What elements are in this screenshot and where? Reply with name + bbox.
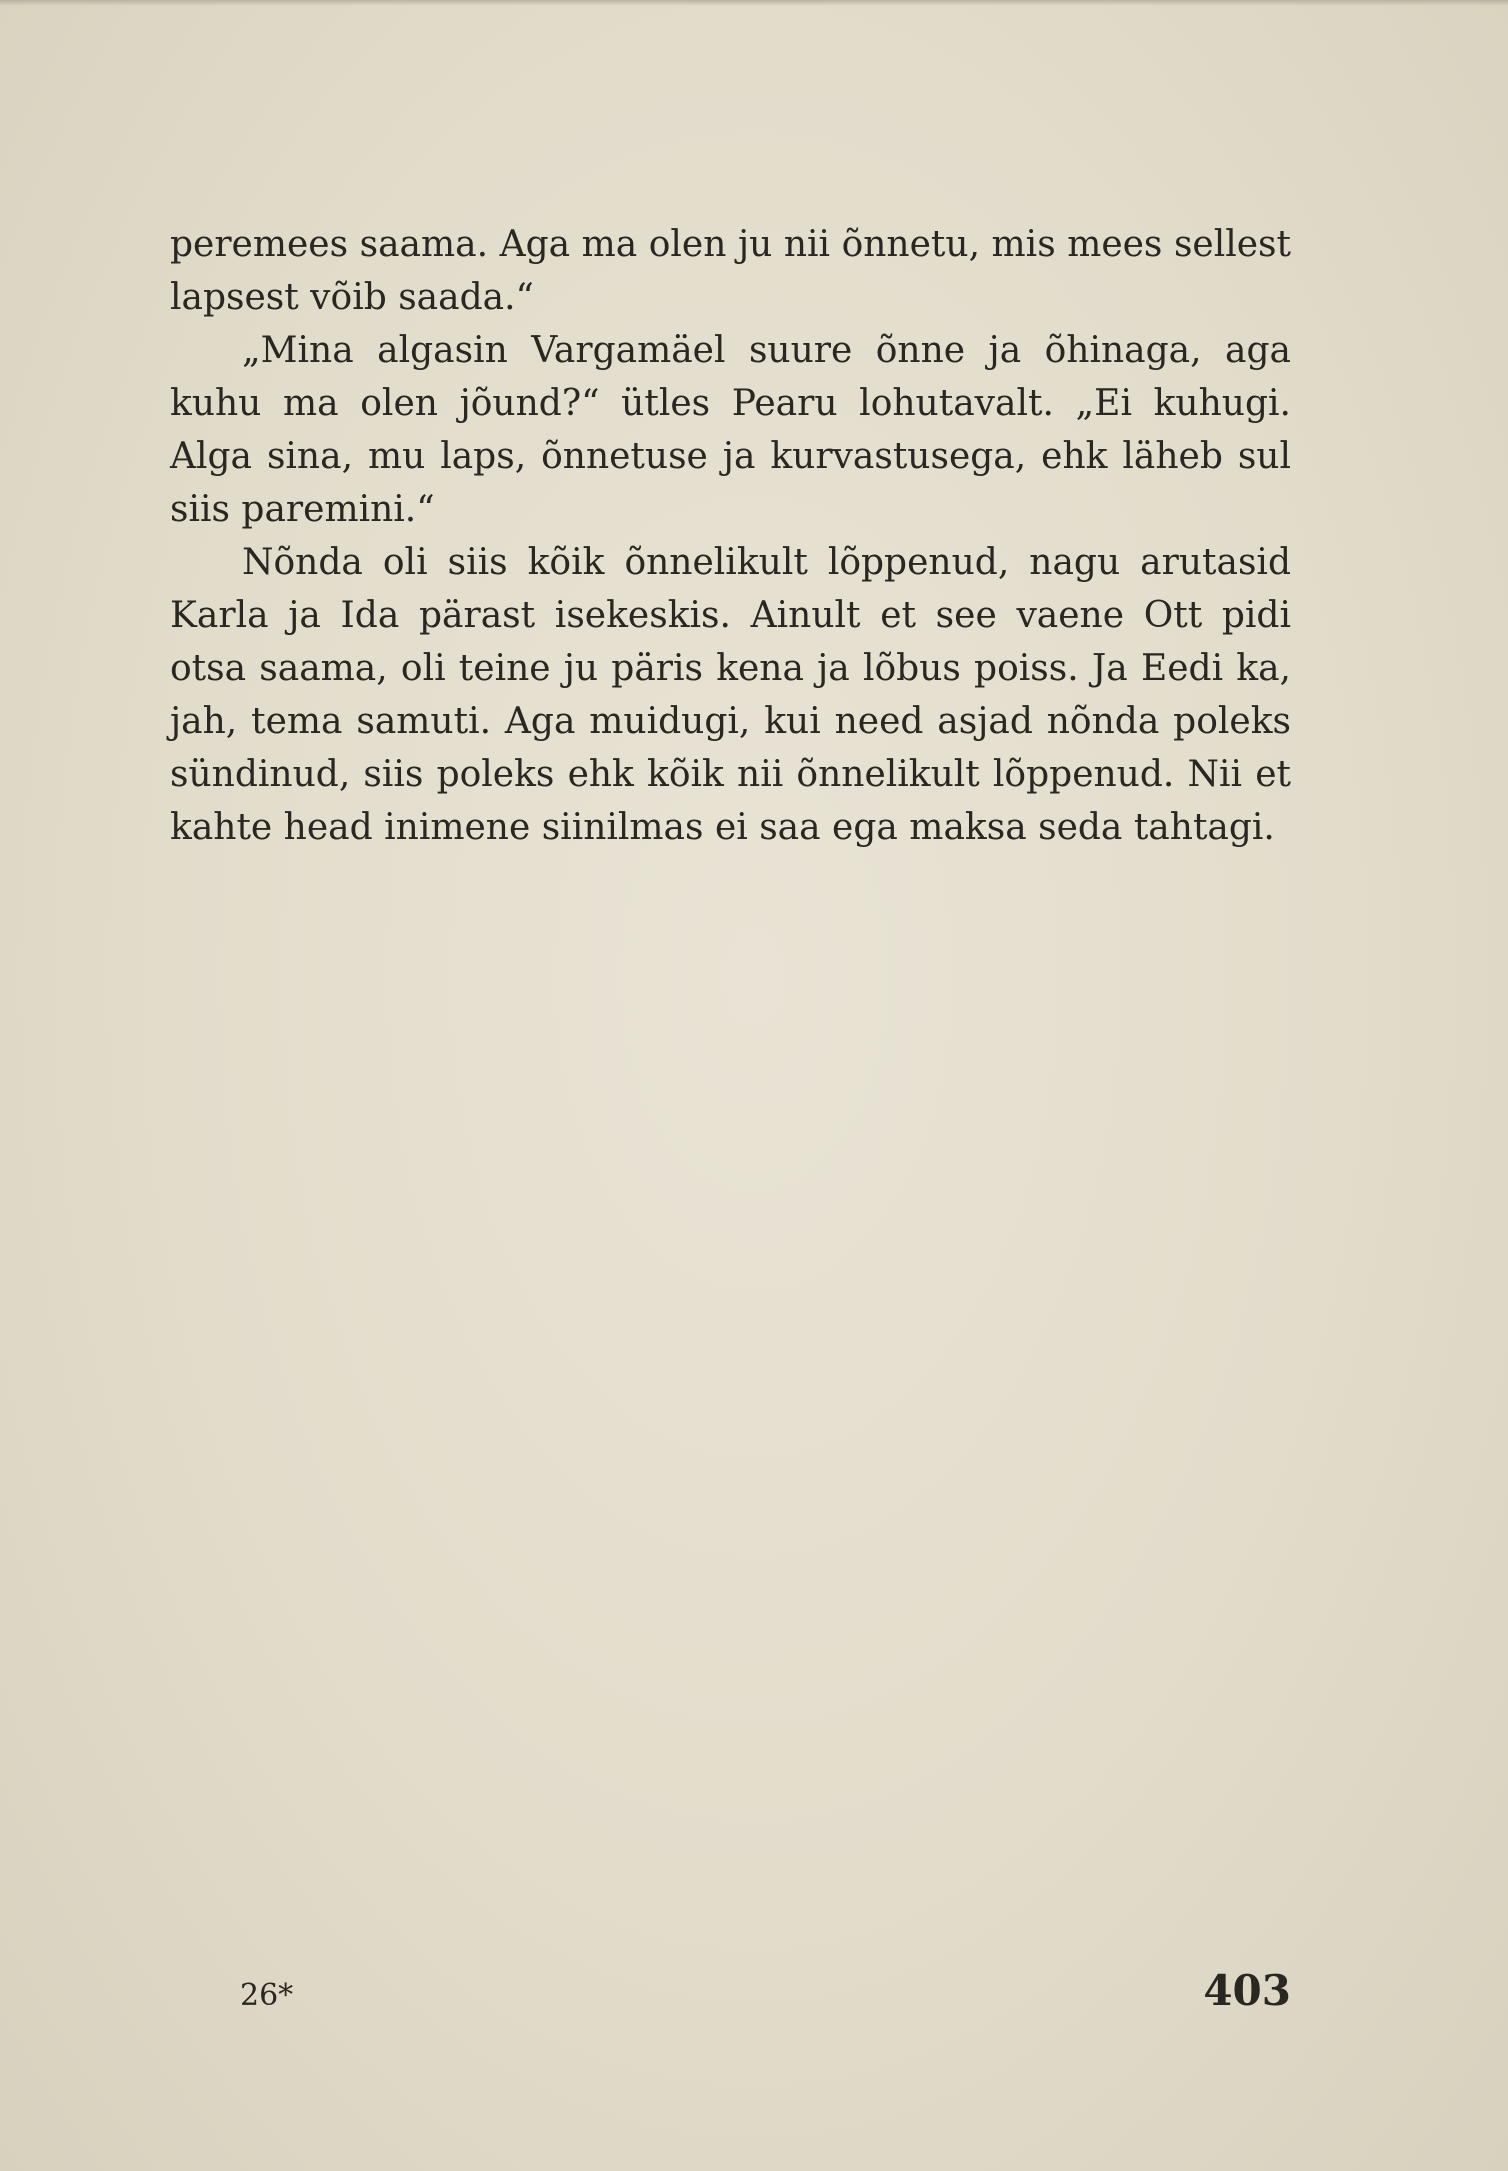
page-body-text: [170, 218, 1291, 854]
page-footer: [170, 1966, 1291, 2026]
paragraph-3: Nõnda oli siis kõik õnnelikult lõppenud, nagu arutasid Karla ja Ida pärast isekeskis. Ainult et see vaene Ott pidi otsa saama, oli teine ju päris kena ja lõbus poiss. Ja Eedi ka, jah, tema samuti. Aga muidugi, kui need asjad nõnda poleks sündinud, siis poleks ehk kõik nii õnnelikult lõppenud. Nii et kahte head inimene siinilmas ei saa ega maksa seda tahtagi.: [170, 542, 1291, 848]
paragraph-1: peremees saama. Aga ma olen ju nii õnnetu, mis mees sellest lapsest võib saada.“: [170, 224, 1291, 318]
printer-signature-mark: 26*: [240, 1978, 294, 2013]
page-top-edge: [0, 0, 1508, 6]
page-number: 403: [1203, 1966, 1291, 2015]
paragraph-2: „Mina algasin Vargamäel suure õnne ja õhinaga, aga kuhu ma olen jõund?“ ütles Pearu lohutavalt. „Ei kuhugi. Alga sina, mu laps, õnnetuse ja kurvastusega, ehk läheb sul siis paremini.“: [170, 330, 1291, 530]
